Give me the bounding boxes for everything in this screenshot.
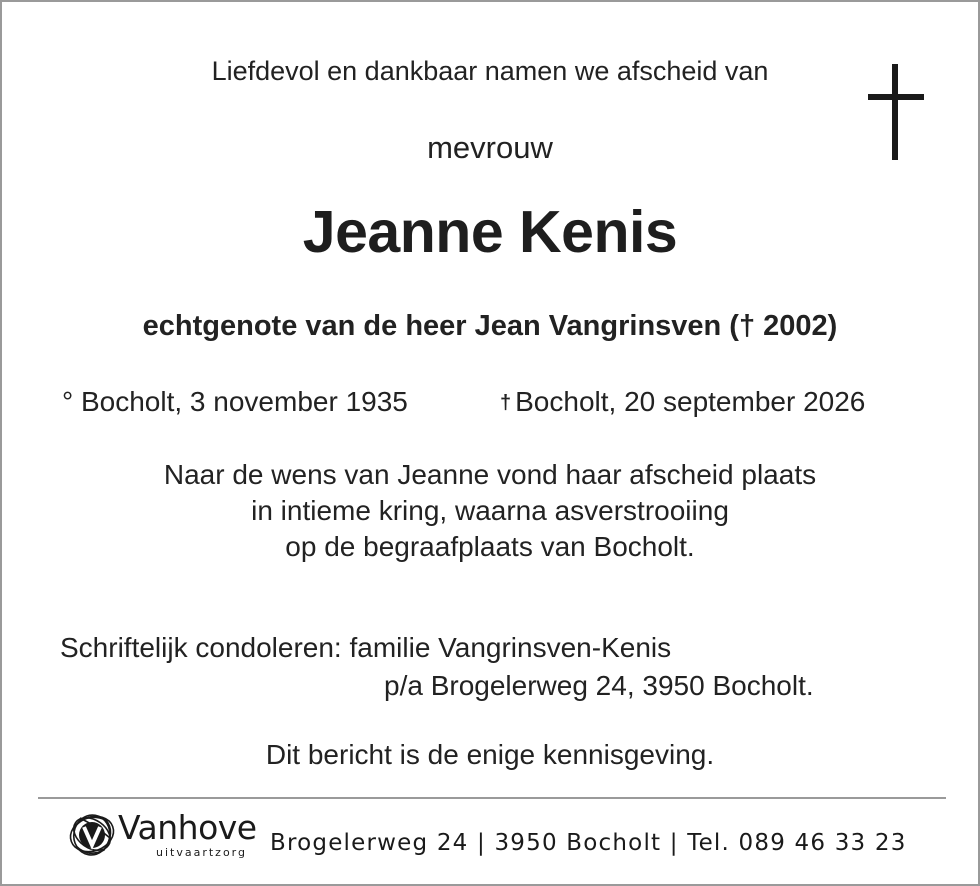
spouse-line: echtgenote van de heer Jean Vangrinsven († 2002) [142,310,838,342]
funeral-home-logo [66,806,256,866]
deceased-name: Jeanne Kenis [302,199,678,265]
small-cross-icon: † [500,392,512,414]
logo-name: Vanhove [118,808,257,847]
footer-divider [38,797,946,799]
condolence-line-1: Schriftelijk condoleren: familie Vangrinsven-Kenis [60,632,672,663]
ceremony-message [2,457,978,565]
footer-address: Brogelerweg 24 | 3950 Bocholt | Tel. 089 46 33 23 [270,830,907,856]
message-line: in intieme kring, waarna asverstrooiing [251,495,729,526]
birth-date: ° Bocholt, 3 november 1935 [62,386,408,417]
condolence-line-2: p/a Brogelerweg 24, 3950 Bocholt. [384,670,814,701]
intro-text: Liefdevol en dankbaar namen we afscheid van [211,56,769,86]
closing-notice: Dit bericht is de enige kennisgeving. [265,739,715,770]
logo-subtitle: uitvaartzorg [156,846,247,859]
honorific: mevrouw [427,130,553,165]
message-line: Naar de wens van Jeanne vond haar afscheid plaats [163,459,817,490]
vanhove-logo-icon [66,808,118,860]
death-date: Bocholt, 20 september 2026 [515,386,866,417]
message-line: op de begraafplaats van Bocholt. [285,531,695,562]
death-date-line [500,386,865,418]
